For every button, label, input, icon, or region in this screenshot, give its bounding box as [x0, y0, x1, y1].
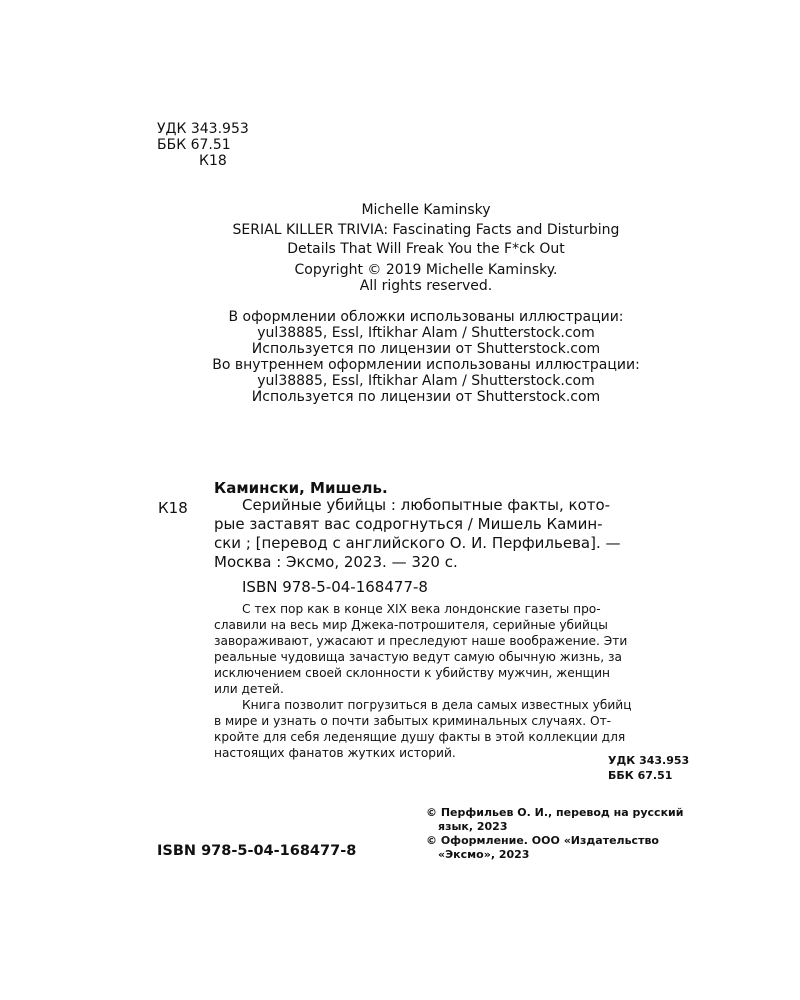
annotation-line: С тех пор как в конце XIX века лондонские газеты про- — [242, 602, 601, 616]
copyright-line: Copyright © 2019 Michelle Kaminsky. — [294, 262, 558, 278]
original-author: Michelle Kaminsky — [361, 202, 491, 218]
description-line: Серийные убийцы : любопытные факты, кото- — [242, 496, 611, 514]
copyright-note-line: © Оформление. ООО «Издательство — [426, 834, 659, 847]
original-title-line: Details That Will Freak You the F*ck Out — [287, 241, 565, 257]
bbk-code: ББК 67.51 — [157, 137, 231, 153]
top-classification-index — [157, 121, 249, 169]
copyright-note-line: © Перфильев О. И., перевод на русский — [426, 806, 684, 819]
annotation-line: завораживают, ужасают и преследуют наше воображение. Эти — [214, 634, 628, 648]
udk-code: УДК 343.953 — [157, 121, 249, 137]
isbn-footer: ISBN 978-5-04-168477-8 — [157, 843, 357, 859]
original-title-line: SERIAL KILLER TRIVIA: Fascinating Facts and Disturbing — [232, 222, 620, 238]
description-line: ски ; [перевод с английского О. И. Перфильева]. — — [214, 534, 621, 552]
credit-line: Используется по лицензии от Shutterstock.com — [251, 341, 601, 357]
bibliographic-description — [214, 496, 698, 572]
credit-line: Во внутреннем оформлении использованы иллюстрации: — [212, 357, 640, 373]
annotation-line: или детей. — [214, 682, 284, 696]
annotation-line: настоящих фанатов жутких историй. — [214, 746, 456, 760]
copyright-notes — [426, 806, 683, 862]
catalog-author-mark: К18 — [158, 499, 188, 517]
copyright-note-line: «Эксмо», 2023 — [438, 848, 530, 861]
original-title — [0, 221, 800, 259]
original-copyright — [0, 262, 800, 294]
annotation-line: в мире и узнать о почти забытых криминальных случаях. От- — [214, 714, 612, 728]
rights-line: All rights reserved. — [359, 278, 493, 294]
credit-line: yul38885, Essl, Iftikhar Alam / Shutterstock.com — [257, 325, 595, 341]
illustration-credits — [0, 309, 800, 405]
copyright-note-line: язык, 2023 — [438, 820, 508, 833]
annotation-line: Книга позволит погрузиться в дела самых известных убийц — [242, 698, 632, 712]
annotation — [214, 601, 698, 761]
annotation-line: кройте для себя леденящие душу факты в этой коллекции для — [214, 730, 626, 744]
credit-line: Используется по лицензии от Shutterstock.com — [251, 389, 601, 405]
author-mark: К18 — [199, 153, 227, 169]
description-line: Москва : Эксмо, 2023. — 320 с. — [214, 553, 458, 571]
annotation-line: славили на весь мир Джека-потрошителя, серийные убийцы — [214, 618, 608, 632]
annotation-line: исключением своей склонности к убийству мужчин, женщин — [214, 666, 611, 680]
credit-line: yul38885, Essl, Iftikhar Alam / Shutterstock.com — [257, 373, 595, 389]
catalog-author-heading: Камински, Мишель. — [214, 479, 388, 497]
credit-line: В оформлении обложки использованы иллюстрации: — [228, 309, 624, 325]
bbk-code: ББК 67.51 — [608, 769, 673, 782]
catalog-isbn: ISBN 978-5-04-168477-8 — [242, 578, 428, 596]
annotation-line: реальные чудовища зачастую ведут самую обычную жизнь, за — [214, 650, 622, 664]
udk-code: УДК 343.953 — [608, 754, 690, 767]
bottom-classification-index — [608, 753, 689, 783]
description-line: рые заставят вас содрогнуться / Мишель Камин- — [214, 515, 603, 533]
